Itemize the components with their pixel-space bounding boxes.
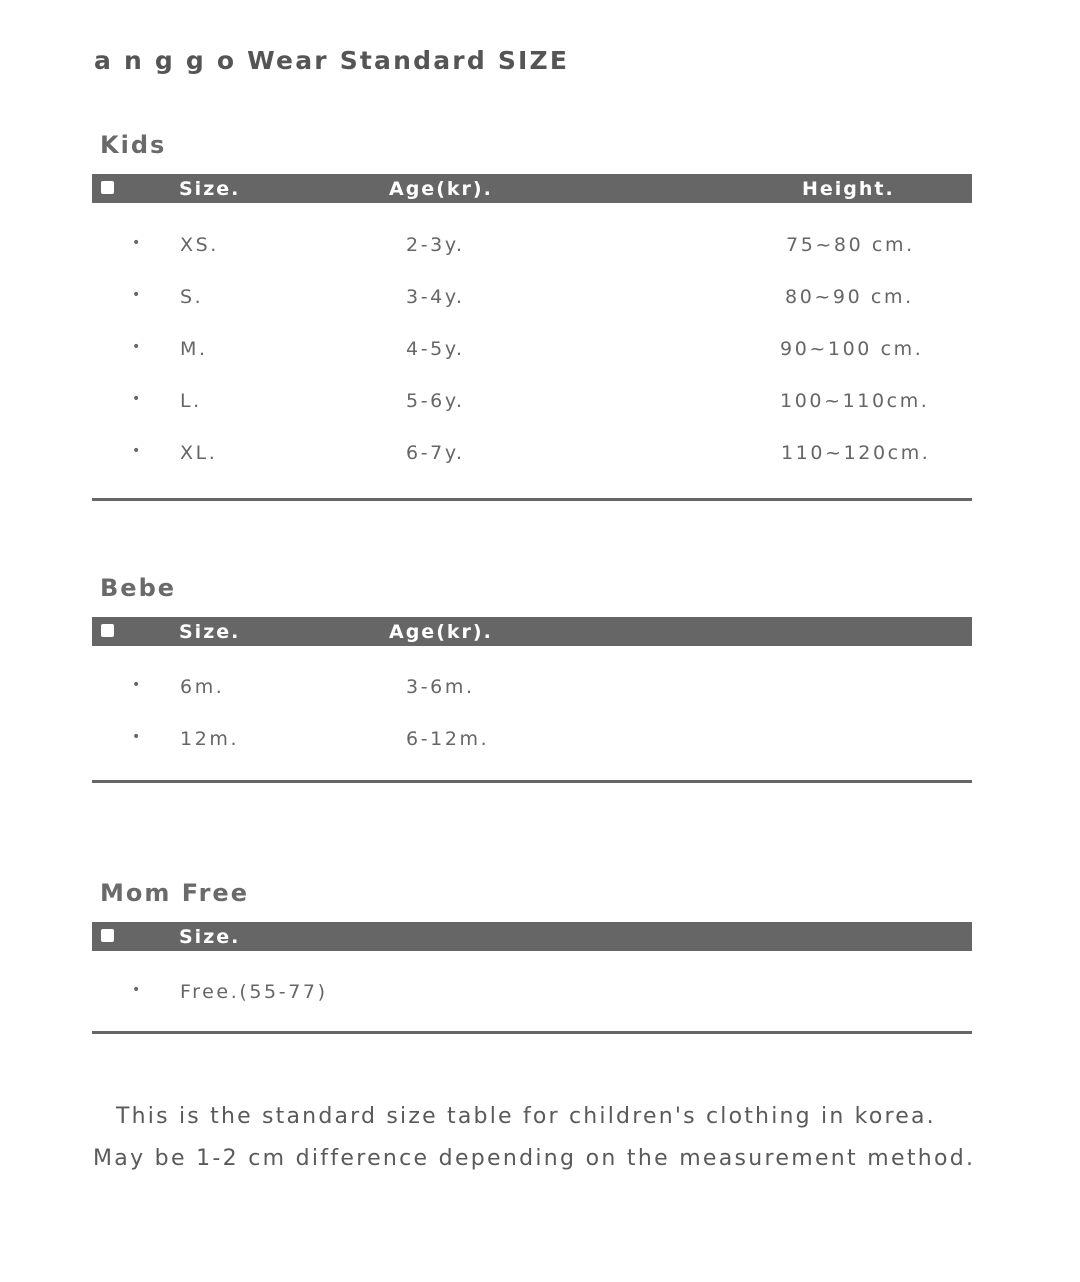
bebe-age-cell: 3-6m.	[406, 676, 475, 698]
kids-age-cell: 4-5y.	[406, 338, 465, 360]
bebe-table-row	[92, 673, 972, 703]
bullet-icon: •	[132, 729, 141, 745]
bebe-section-title: Bebe	[100, 574, 177, 602]
kids-size-cell: M.	[180, 338, 208, 360]
kids-section-title: Kids	[100, 131, 167, 159]
mom-size-cell: Free.(55-77)	[180, 981, 328, 1003]
kids-height-cell: 75~80 cm.	[786, 234, 915, 256]
kids-size-cell: S.	[180, 286, 204, 308]
kids-height-cell: 80~90 cm.	[785, 286, 914, 308]
bullet-icon: •	[132, 982, 141, 998]
bebe-table-header	[92, 617, 972, 646]
mom-table-row	[92, 978, 972, 1008]
kids-age-cell: 6-7y.	[406, 442, 465, 464]
kids-height-cell: 100~110cm.	[780, 390, 930, 412]
kids-table-row	[92, 335, 972, 365]
bullet-icon: •	[132, 677, 141, 693]
kids-table-divider	[92, 498, 972, 501]
kids-age-cell: 5-6y.	[406, 390, 465, 412]
mom-section-title: Mom Free	[100, 879, 249, 907]
bebe-age-cell: 6-12m.	[406, 728, 490, 750]
bebe-col-size: Size.	[179, 621, 241, 643]
kids-col-age: Age(kr).	[389, 178, 493, 200]
kids-size-cell: XS.	[180, 234, 219, 256]
kids-height-cell: 90~100 cm.	[780, 338, 924, 360]
kids-age-cell: 3-4y.	[406, 286, 465, 308]
mom-col-size: Size.	[179, 926, 241, 948]
bullet-icon: •	[132, 287, 141, 303]
kids-table-row	[92, 283, 972, 313]
kids-height-cell: 110~120cm.	[781, 442, 931, 464]
bebe-col-age: Age(kr).	[389, 621, 493, 643]
kids-table-row	[92, 439, 972, 469]
header-square-icon	[101, 929, 114, 942]
bullet-icon: •	[132, 391, 141, 407]
bullet-icon: •	[132, 443, 141, 459]
kids-size-cell: XL.	[180, 442, 218, 464]
bullet-icon: •	[132, 235, 141, 251]
bebe-table-row	[92, 725, 972, 755]
kids-age-cell: 2-3y.	[406, 234, 465, 256]
page-title: a n g g o Wear Standard SIZE	[94, 46, 570, 75]
kids-table-header	[92, 174, 972, 203]
kids-col-height: Height.	[802, 178, 895, 200]
kids-col-size: Size.	[179, 178, 241, 200]
size-note-line-1: This is the standard size table for children's clothing in korea.	[116, 1104, 936, 1129]
bebe-table-divider	[92, 780, 972, 783]
header-square-icon	[101, 624, 114, 637]
bebe-size-cell: 6m.	[180, 676, 225, 698]
kids-table-row	[92, 231, 972, 261]
size-note-line-2: May be 1-2 cm difference depending on the measurement method.	[93, 1146, 976, 1171]
kids-size-cell: L.	[180, 390, 202, 412]
kids-table-row	[92, 387, 972, 417]
mom-table-header	[92, 922, 972, 951]
header-square-icon	[101, 181, 114, 194]
bullet-icon: •	[132, 339, 141, 355]
mom-table-divider	[92, 1031, 972, 1034]
bebe-size-cell: 12m.	[180, 728, 240, 750]
